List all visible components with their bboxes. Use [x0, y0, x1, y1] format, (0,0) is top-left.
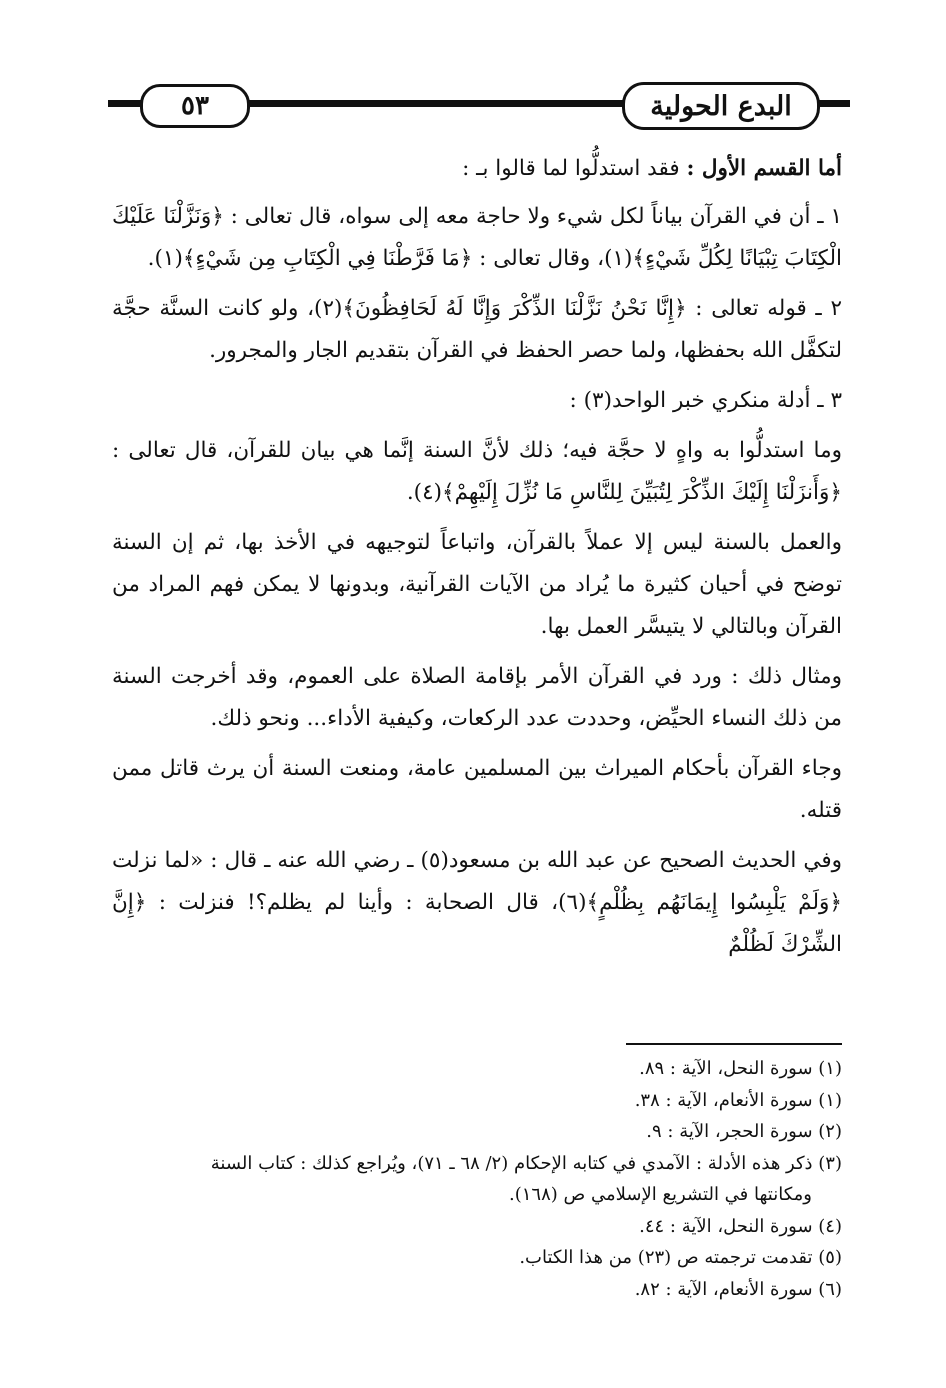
book-title: البدع الحولية [622, 82, 820, 130]
footnote: (١) سورة الأنعام، الآية : ٣٨. [634, 1089, 842, 1111]
footnote: (٦) سورة الأنعام، الآية : ٨٢. [634, 1278, 842, 1300]
page-header [108, 78, 850, 130]
paragraph-1: وما استدلُّوا به واهٍ لا حجَّة فيه؛ ذلك لأنَّ السنة إنَّما هي بيان للقرآن، قال تعالى : ﴿وَأَنزَلْنَا إِلَيْكَ الذِّكْرَ لِتُبَيِّنَ لِلنَّاسِ مَا نُزِّلَ إِلَيْهِمْ﴾(٤). [112, 438, 842, 505]
footnote: (٥) تقدمت ترجمته ص (٢٣) من هذا الكتاب. [519, 1247, 842, 1268]
footnote-continuation: ومكانتها في التشريع الإسلامي ص (١٦٨). [509, 1184, 812, 1205]
footnote-separator [626, 1043, 842, 1045]
footnote: (١) سورة النحل، الآية : ٨٩. [639, 1058, 842, 1079]
footnotes [112, 1053, 842, 1305]
list-item-2: ٢ ـ قوله تعالى : ﴿إِنَّا نَحْنُ نَزَّلْنَا الذِّكْرَ وَإِنَّا لَهُ لَحَافِظُونَ﴾(٢)، ولو كانت السنَّة حجَّة لتكفَّل الله بحفظها، ولما حصر الحفظ في القرآن بتقديم الجار والمجرور. [112, 296, 842, 363]
paragraph-4: وجاء القرآن بأحكام الميراث بين المسلمين عامة، ومنعت السنة أن يرث قاتل ممن قتله. [112, 756, 842, 823]
paragraph-5: وفي الحديث الصحيح عن عبد الله بن مسعود(٥) ـ رضي الله عنه ـ قال : «لما نزلت ﴿وَلَمْ يَلْبِسُوا إِيمَانَهُم بِظُلْمٍ﴾(٦)، قال الصحابة : وأينا لم يظلم؟! فنزلت : ﴿إِنَّ الشِّرْكَ لَظُلْمٌ [112, 848, 842, 957]
list-item-1: ١ ـ أن في القرآن بياناً لكل شيء ولا حاجة معه إلى سواه، قال تعالى : ﴿وَنَزَّلْنَا عَلَيْكَ الْكِتَابَ تِبْيَانًا لِكُلِّ شَيْءٍ﴾(١)، وقال تعالى : ﴿مَا فَرَّطْنَا فِي الْكِتَابِ مِن شَيْءٍ﴾(١). [112, 204, 842, 271]
section-intro-text: فقد استدلُّوا لما قالوا بـ : [462, 156, 687, 181]
footnote: (٢) سورة الحجر، الآية : ٩. [646, 1121, 842, 1142]
main-text [112, 148, 842, 974]
footnote: (٣) ذكر هذه الأدلة : الآمدي في كتابه الإحكام (٢/ ٦٨ ـ ٧١)، ويُراجع كذلك : كتاب السنة [210, 1152, 842, 1174]
section-heading: أما القسم الأول : [686, 156, 842, 181]
footnote: (٤) سورة النحل، الآية : ٤٤. [639, 1215, 842, 1237]
paragraph-3: ومثال ذلك : ورد في القرآن الأمر بإقامة الصلاة على العموم، وقد أخرجت السنة من ذلك النساء الحيِّض، وحددت عدد الركعات، وكيفية الأداء... ونحو ذلك. [112, 664, 842, 731]
list-item-3: ٣ ـ أدلة منكري خبر الواحد(٣) : [569, 388, 842, 413]
paragraph-2: والعمل بالسنة ليس إلا عملاً بالقرآن، واتباعاً لتوجيهه في الأخذ بها، ثم إن السنة توضح في أحيان كثيرة ما يُراد من الآيات القرآنية، وبدونها لا يمكن فهم المراد من القرآن وبالتالي لا يتيسَّر العمل بها. [112, 530, 842, 639]
page-number: ٥٣ [140, 84, 250, 128]
section-intro [112, 148, 842, 190]
